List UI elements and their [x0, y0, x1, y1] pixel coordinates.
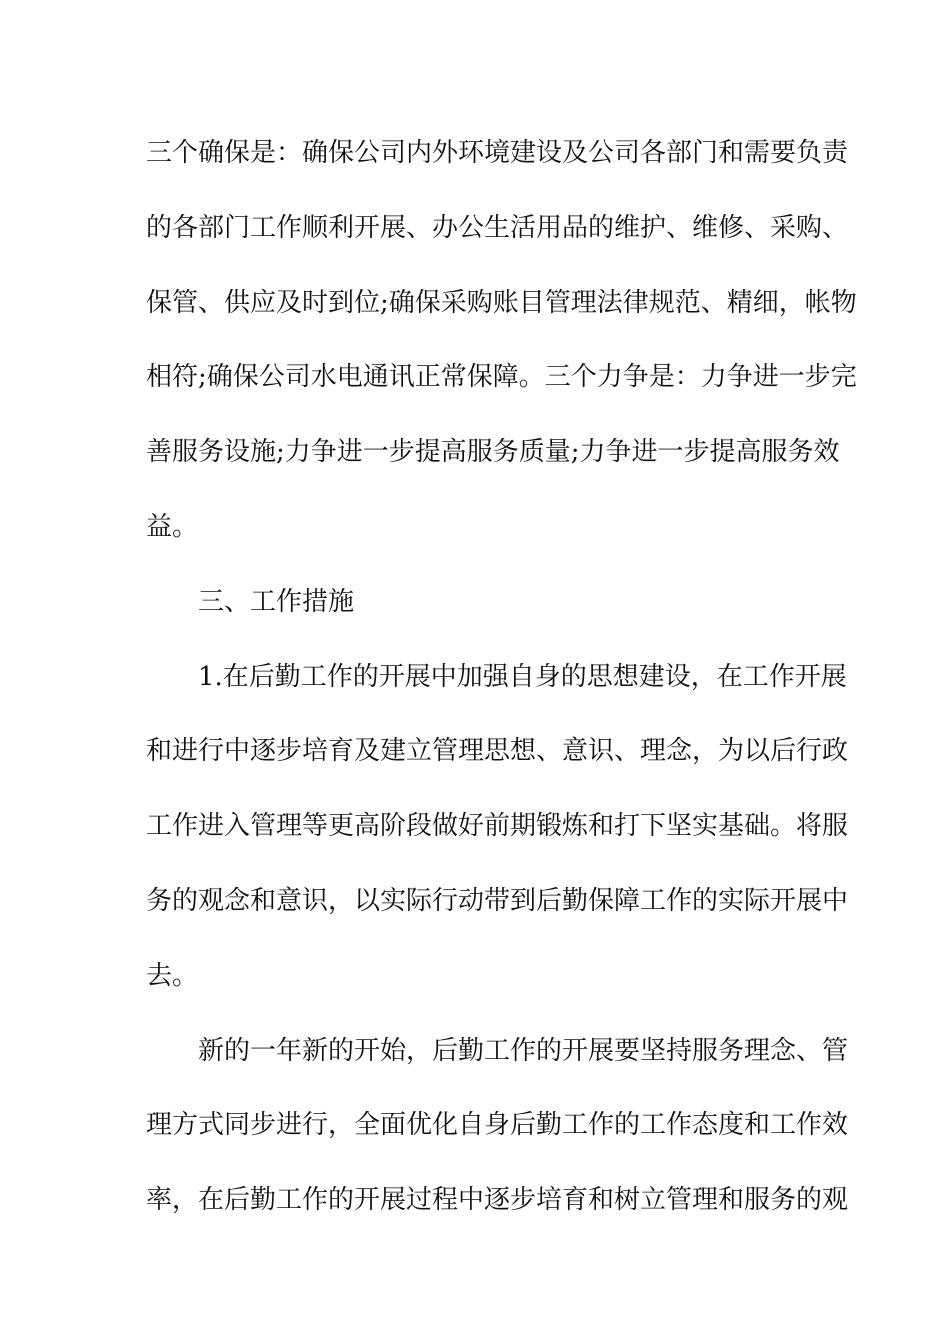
paragraph-line: 工作进入管理等更高阶段做好前期锻炼和打下坚实基础。将服 [146, 811, 849, 842]
section-heading: 三、工作措施 [198, 586, 355, 617]
paragraph-line: 的各部门工作顺利开展、办公生活用品的维护、维修、采购、 [146, 212, 849, 243]
paragraph-line: 益。 [146, 511, 199, 542]
paragraph-line: 理方式同步进行，全面优化自身后勤工作的工作态度和工作效 [146, 1110, 849, 1141]
paragraph-line: 新的一年新的开始，后勤工作的开展要坚持服务理念、管 [198, 1035, 849, 1066]
paragraph-line: 保管、供应及时到位;确保采购账目管理法律规范、精细，帐物 [146, 287, 857, 318]
paragraph-line: 和进行中逐步培育及建立管理思想、意识、理念，为以后行政 [146, 736, 849, 767]
paragraph-line: 善服务设施;力争进一步提高服务质量;力争进一步提高服务效 [146, 437, 840, 468]
paragraph-line: 去。 [146, 960, 199, 991]
paragraph-line: 三个确保是：确保公司内外环境建设及公司各部门和需要负责 [146, 138, 849, 168]
paragraph-line: 1.在后勤工作的开展中加强自身的思想建设，在工作开展 [198, 661, 847, 692]
paragraph-line: 务的观念和意识，以实际行动带到后勤保障工作的实际开展中 [146, 885, 849, 916]
document-body [146, 127, 857, 1249]
paragraph-line: 相符;确保公司水电通讯正常保障。三个力争是：力争进一步完 [146, 362, 857, 393]
paragraph-line: 率，在后勤工作的开展过程中逐步培育和树立管理和服务的观 [146, 1185, 849, 1216]
